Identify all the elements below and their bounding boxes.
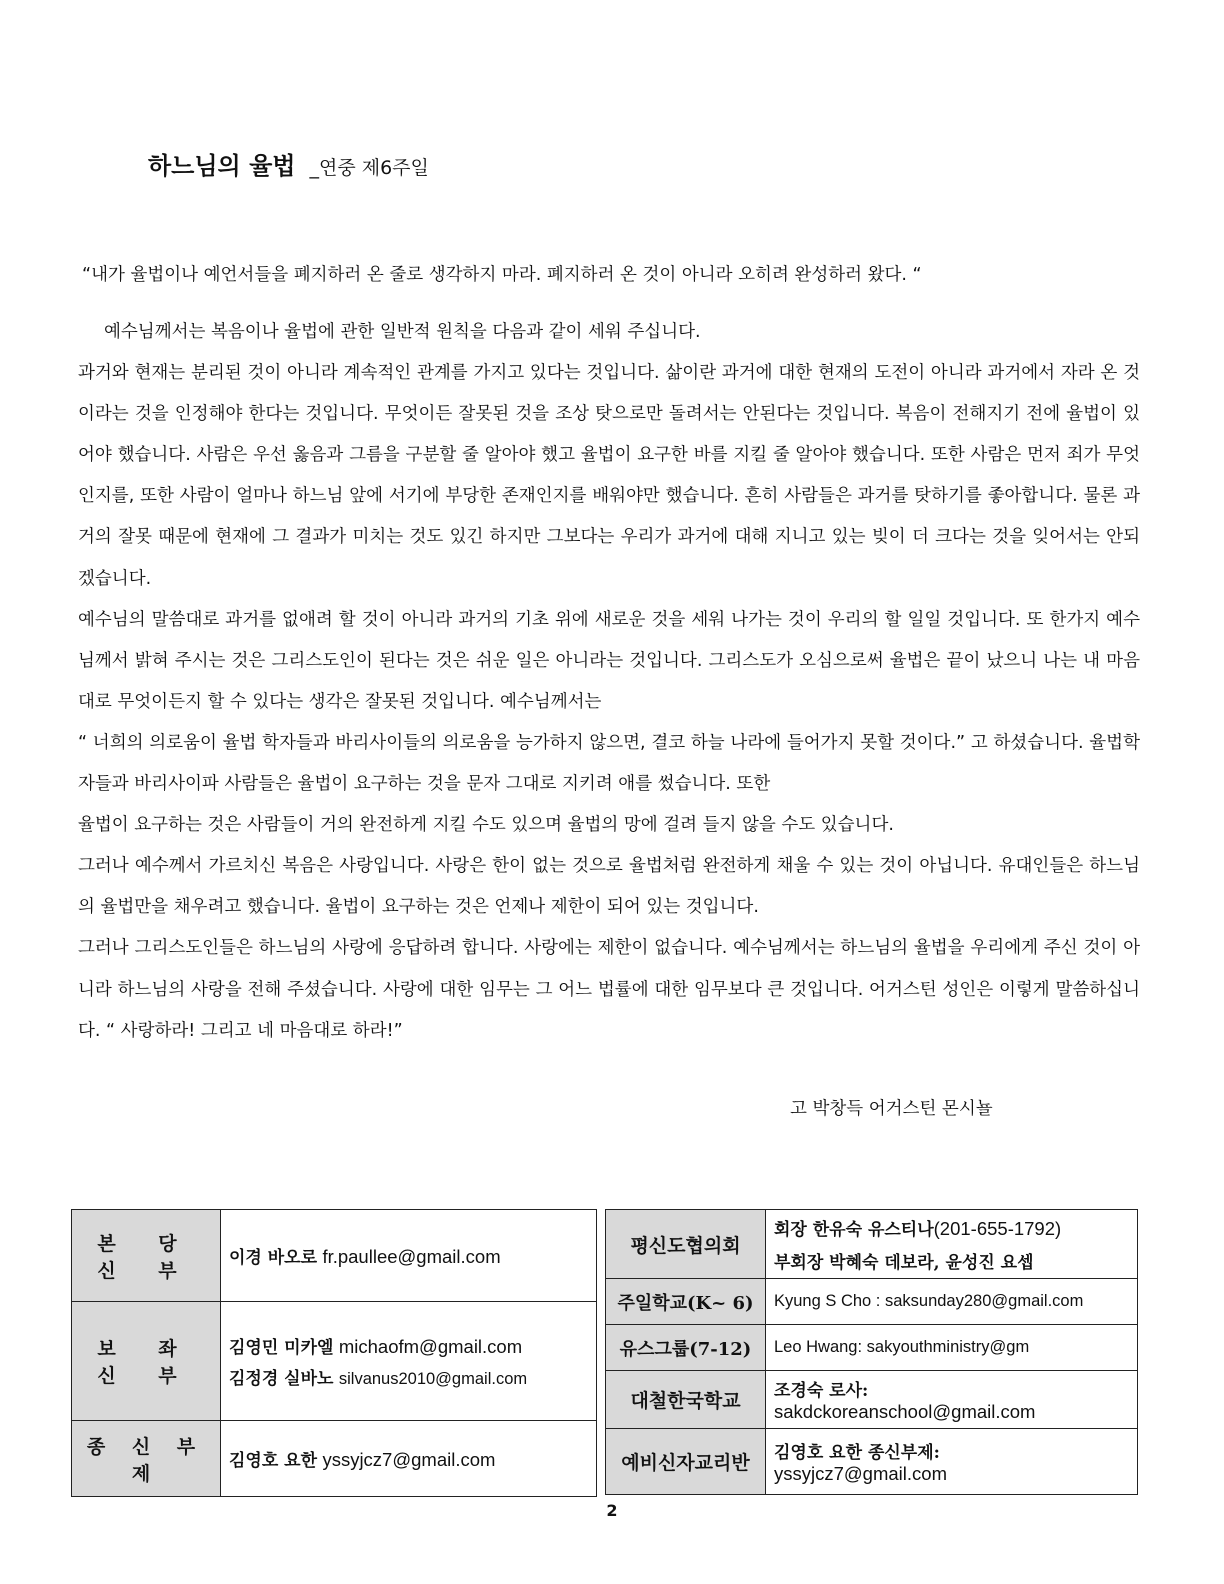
assistant-2-name: 김정경 실바노 (229, 1369, 334, 1389)
catechumen-contact-name: 김영호 요한 종신부제: (774, 1443, 940, 1463)
row-label-deacon: 종 신 부 제 (86, 1435, 206, 1485)
paragraph: “ 너희의 의로움이 율법 학자들과 바리사이들의 의로움을 능가하지 않으면, 결코 하늘 나라에 들어가지 못할 것이다.” 고 하셨습니다. 율법학자들과 바리사이파 사람들은 율법이 요구하는 것을 문자 그대로 지키려 애를 썼습니다. 또한 (78, 732, 1140, 795)
deacon-email: yssyjcz7@gmail.com (322, 1449, 496, 1470)
council-label: 평신도협의회 (606, 1210, 766, 1279)
pastor-name: 이경 바오로 (229, 1248, 318, 1268)
table-row (606, 1325, 1138, 1371)
row-label-pastor: 본 당 신 부 (97, 1232, 195, 1282)
korean-school-email: sakdckoreanschool@gmail.com (774, 1401, 1036, 1422)
ministry-contact-table (605, 1209, 1138, 1495)
homily-body (78, 312, 1140, 1052)
youth-group-contact: Leo Hwang: sakyouthministry@gm (766, 1325, 1138, 1371)
paragraph: 과거와 현재는 분리된 것이 아니라 계속적인 관계를 가지고 있다는 것입니다. 삶이란 과거에 대한 현재의 도전이 아니라 과거에서 자라 온 것이라는 것을 인정해야 한다는 것입니다. 무엇이든 잘못된 것을 조상 탓으로만 돌려서는 안된다는 것입니다. 복음이 전해지기 전에 율법이 있어야 했습니다. 사람은 우선 옳음과 그름을 구분할 줄 알아야 했고 율법이 요구한 바를 지킬 줄 알아야 했습니다. 또한 사람은 먼저 죄가 무엇인지를, 또한 사람이 얼마나 하느님 앞에 서기에 부당한 존재인지를 배워야만 했습니다. 흔히 사람들은 과거를 탓하기를 좋아합니다. 물론 과거의 잘못 때문에 현재에 그 결과가 미치는 것도 있긴 하지만 그보다는 우리가 과거에 대해 지니고 있는 빚이 더 크다는 것을 잊어서는 안되겠습니다. (78, 363, 1140, 589)
title-subtitle: _연중 제6주일 (309, 157, 429, 179)
council-president-name: 회장 한유숙 유스티나 (774, 1220, 934, 1240)
row-label-assistant: 보 좌 신 부 (97, 1338, 195, 1387)
deacon-name: 김영호 요한 (229, 1451, 318, 1471)
assistant-1 (229, 1333, 596, 1358)
page-number: 2 (606, 1501, 618, 1520)
paragraph: 그러나 그리스도인들은 하느님의 사랑에 응답하려 합니다. 사랑에는 제한이 없습니다. 예수님께서는 하느님의 율법을 우리에게 주신 것이 아니라 하느님의 사랑을 전해 주셨습니다. 사랑에 대한 임무는 그 어느 법률에 대한 임무보다 큰 것입니다. 어거스틴 성인은 이렇게 말씀하십니다. “ 사랑하라! 그리고 네 마음대로 하라!” (78, 938, 1140, 1041)
pastor-email: fr.paullee@gmail.com (322, 1246, 501, 1267)
sunday-school-contact: Kyung S Cho : saksunday280@gmail.com (766, 1279, 1138, 1325)
table-row (72, 1210, 597, 1302)
assistant-2 (229, 1364, 596, 1389)
scripture-quote: “내가 율법이나 예언서들을 폐지하러 온 줄로 생각하지 마라. 폐지하러 온 것이 아니라 오히려 완성하러 왔다. “ (82, 265, 922, 285)
table-row (72, 1421, 597, 1497)
sunday-school-label: 주일학교(K~ 6) (606, 1279, 766, 1325)
table-row (606, 1279, 1138, 1325)
council-vice-presidents: 부회장 박혜숙 데보라, 윤성진 요셉 (774, 1253, 1034, 1273)
youth-group-label: 유스그룹(7-12) (606, 1325, 766, 1371)
council-president (774, 1215, 1137, 1240)
title-main: 하느님의 율법 (148, 152, 296, 180)
catechumen-label: 예비신자교리반 (606, 1429, 766, 1495)
table-row (72, 1302, 597, 1421)
assistant-1-name: 김영민 미카엘 (229, 1338, 334, 1358)
table-row (606, 1210, 1138, 1279)
author-signature: 고 박창득 어거스틴 몬시뇰 (790, 1099, 993, 1119)
page-title (148, 146, 429, 181)
assistant-1-email: michaofm@gmail.com (338, 1336, 523, 1357)
korean-school-contact-name: 조경숙 로사: (774, 1381, 869, 1401)
korean-school-label: 대철한국학교 (606, 1371, 766, 1429)
paragraph: 예수님께서는 복음이나 율법에 관한 일반적 원칙을 다음과 같이 세워 주십니다. (104, 322, 701, 342)
council-phone: (201-655-1792) (933, 1218, 1062, 1239)
paragraph: 율법이 요구하는 것은 사람들이 거의 완전하게 지킬 수도 있으며 율법의 망에 걸려 들지 않을 수도 있습니다. (78, 815, 894, 836)
assistant-2-email: silvanus2010@gmail.com (338, 1370, 528, 1388)
catechumen-email: yssyjcz7@gmail.com (774, 1463, 947, 1484)
clergy-contact-table (71, 1209, 597, 1497)
table-row (606, 1371, 1138, 1429)
paragraph: 예수님의 말씀대로 과거를 없애려 할 것이 아니라 과거의 기초 위에 새로운 것을 세워 나가는 것이 우리의 할 일일 것입니다. 또 한가지 예수님께서 밝혀 주시는 것은 그리스도인이 된다는 것은 쉬운 일은 아니라는 것입니다. 그리스도가 오심으로써 율법은 끝이 났으니 나는 내 마음대로 무엇이든지 할 수 있다는 생각은 잘못된 것입니다. 예수님께서는 (78, 609, 1140, 712)
table-row (606, 1429, 1138, 1495)
paragraph: 그러나 예수께서 가르치신 복음은 사랑입니다. 사랑은 한이 없는 것으로 율법처럼 완전하게 채울 수 있는 것이 아닙니다. 유대인들은 하느님의 율법만을 채우려고 했습니다. 율법이 요구하는 것은 언제나 제한이 되어 있는 것입니다. (78, 856, 1140, 918)
